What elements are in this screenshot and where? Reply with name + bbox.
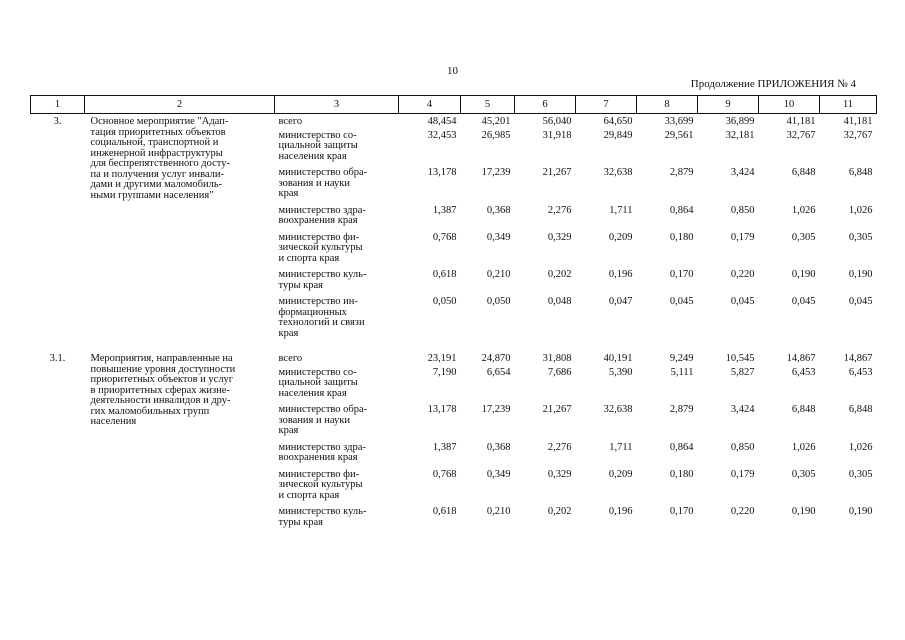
value-cell: 0,329 [547,468,572,480]
value-cell: 0,202 [547,269,572,280]
value-cell: 31,808 [542,353,572,364]
value-cell: 0,349 [486,468,511,480]
value-cell: 1,026 [848,204,873,216]
value-cell: 0,050 [432,296,457,307]
section-title: Основное мероприятие "Адап- тация приоритетных объектов социальной, транспортной и инженерной инфраструктуры для беспрепятственного досту- па и получения услуг инвали- дами и другими маломобиль- ными группами населения" [90,116,230,201]
value-cell: 0,210 [486,506,511,517]
value-cell: 0,179 [730,231,755,243]
value-cell: 5,827 [730,366,755,378]
executor-cell: министерство ин- формационных технологий и связи края [278,296,365,339]
value-cell: 0,850 [730,441,755,453]
column-header: 7 [576,96,637,114]
value-cell: 64,650 [603,116,633,127]
value-cell: 41,181 [843,116,873,127]
value-cell: 0,305 [791,468,816,480]
value-cell: 0,864 [669,441,694,453]
value-cell: 0,368 [486,204,511,216]
value-cell: 0,190 [791,269,816,280]
column-header: 2 [85,96,275,114]
value-cell: 33,699 [664,116,694,127]
column-number-row [31,96,877,114]
value-cell: 0,196 [608,269,633,280]
value-cell: 0,220 [730,269,755,280]
value-cell: 6,453 [791,366,816,378]
executor-cell: министерство здра- воохранения края [278,204,366,226]
value-cell: 2,276 [547,441,572,453]
value-cell: 6,453 [848,366,873,378]
value-cell: 0,045 [669,296,694,307]
value-cell: 45,201 [481,116,511,127]
value-cell: 0,190 [791,506,816,517]
value-cell: 13,178 [427,404,457,415]
page-number: 10 [447,65,458,77]
value-cell: 0,202 [547,506,572,517]
value-cell: 32,453 [427,129,457,141]
value-cell: 0,864 [669,204,694,216]
value-cell: 41,181 [786,116,816,127]
column-header: 4 [399,96,461,114]
value-cell: 0,047 [608,296,633,307]
value-cell: 2,879 [669,167,694,178]
value-cell: 1,026 [848,441,873,453]
value-cell: 0,179 [730,468,755,480]
value-cell: 5,390 [608,366,633,378]
value-cell: 0,305 [848,468,873,480]
value-cell: 6,654 [486,366,511,378]
value-cell: 0,305 [848,231,873,243]
value-cell: 32,638 [603,404,633,415]
executor-cell: министерство куль- туры края [278,506,367,528]
appendix-table [30,95,877,531]
table-body [31,114,877,532]
section-index: 3. [53,116,62,127]
executor-cell: министерство обра- зования и науки края [278,404,368,436]
value-cell: 40,191 [603,353,633,364]
executor-cell: министерство фи- зической культуры и спорта края [278,231,363,264]
value-cell: 9,249 [669,353,694,364]
value-cell: 6,848 [848,404,873,415]
value-cell: 7,686 [547,366,572,378]
column-header: 3 [275,96,399,114]
value-cell: 1,711 [609,441,633,453]
column-header: 10 [759,96,820,114]
value-cell: 0,180 [669,231,694,243]
value-cell: 21,267 [542,404,572,415]
value-cell: 0,850 [730,204,755,216]
value-cell: 32,767 [843,129,873,141]
value-cell: 0,209 [608,468,633,480]
value-cell: 31,918 [542,129,572,141]
value-cell: 0,349 [486,231,511,243]
value-cell: 0,170 [669,269,694,280]
executor-cell: министерство со- циальной защиты населения края [278,366,358,399]
value-cell: 0,768 [432,231,457,243]
value-cell: 13,178 [427,167,457,178]
value-cell: 0,045 [848,296,873,307]
value-cell: 0,618 [432,269,457,280]
value-cell: 17,239 [481,167,511,178]
value-cell: 0,768 [432,468,457,480]
value-cell: 2,276 [547,204,572,216]
section-title: Мероприятия, направленные на повышение уровня доступности приоритетных объектов и услуг в приоритетных сферах жизне- деятельности инвалидов и дру- гих маломобильных групп населения [90,353,236,427]
executor-cell: министерство здра- воохранения края [278,441,366,463]
executor-cell: всего [278,116,303,127]
value-cell: 1,026 [791,441,816,453]
column-header: 9 [698,96,759,114]
executor-cell: министерство куль- туры края [278,269,367,291]
value-cell: 7,190 [432,366,457,378]
value-cell: 3,424 [730,167,755,178]
value-cell: 21,267 [542,167,572,178]
value-cell: 0,050 [486,296,511,307]
executor-cell: министерство со- циальной защиты населения края [278,129,358,162]
value-cell: 0,190 [848,269,873,280]
value-cell: 2,879 [669,404,694,415]
value-cell: 26,985 [481,129,511,141]
table-row [31,114,877,128]
value-cell: 0,210 [486,269,511,280]
value-cell: 0,329 [547,231,572,243]
value-cell: 6,848 [791,167,816,178]
value-cell: 0,045 [730,296,755,307]
value-cell: 0,180 [669,468,694,480]
value-cell: 17,239 [481,404,511,415]
value-cell: 0,190 [848,506,873,517]
value-cell: 0,305 [791,231,816,243]
value-cell: 29,849 [603,129,633,141]
value-cell: 1,387 [432,204,457,216]
value-cell: 0,368 [486,441,511,453]
value-cell: 1,711 [609,204,633,216]
value-cell: 24,870 [481,353,511,364]
value-cell: 1,026 [791,204,816,216]
value-cell: 56,040 [542,116,572,127]
value-cell: 48,454 [427,116,457,127]
value-cell: 0,196 [608,506,633,517]
value-cell: 6,848 [791,404,816,415]
section-index: 3.1. [49,353,66,364]
value-cell: 36,899 [725,116,755,127]
continuation-caption: Продолжение ПРИЛОЖЕНИЯ № 4 [690,78,856,90]
value-cell: 5,111 [670,366,694,378]
column-header: 11 [820,96,877,114]
value-cell: 32,767 [786,129,816,141]
value-cell: 0,209 [608,231,633,243]
column-header: 8 [637,96,698,114]
column-header: 5 [461,96,515,114]
value-cell: 0,048 [547,296,572,307]
column-header: 6 [515,96,576,114]
value-cell: 0,045 [791,296,816,307]
table-row [31,342,877,365]
value-cell: 10,545 [725,353,755,364]
value-cell: 14,867 [786,353,816,364]
value-cell: 0,170 [669,506,694,517]
value-cell: 23,191 [427,353,457,364]
executor-cell: министерство фи- зической культуры и спорта края [278,468,363,501]
value-cell: 3,424 [730,404,755,415]
executor-cell: всего [278,353,303,364]
value-cell: 29,561 [664,129,694,141]
value-cell: 0,618 [432,506,457,517]
value-cell: 32,181 [725,129,755,141]
value-cell: 1,387 [432,441,457,453]
value-cell: 6,848 [848,167,873,178]
value-cell: 32,638 [603,167,633,178]
value-cell: 0,220 [730,506,755,517]
executor-cell: министерство обра- зования и науки края [278,167,368,199]
value-cell: 14,867 [843,353,873,364]
column-header: 1 [31,96,85,114]
